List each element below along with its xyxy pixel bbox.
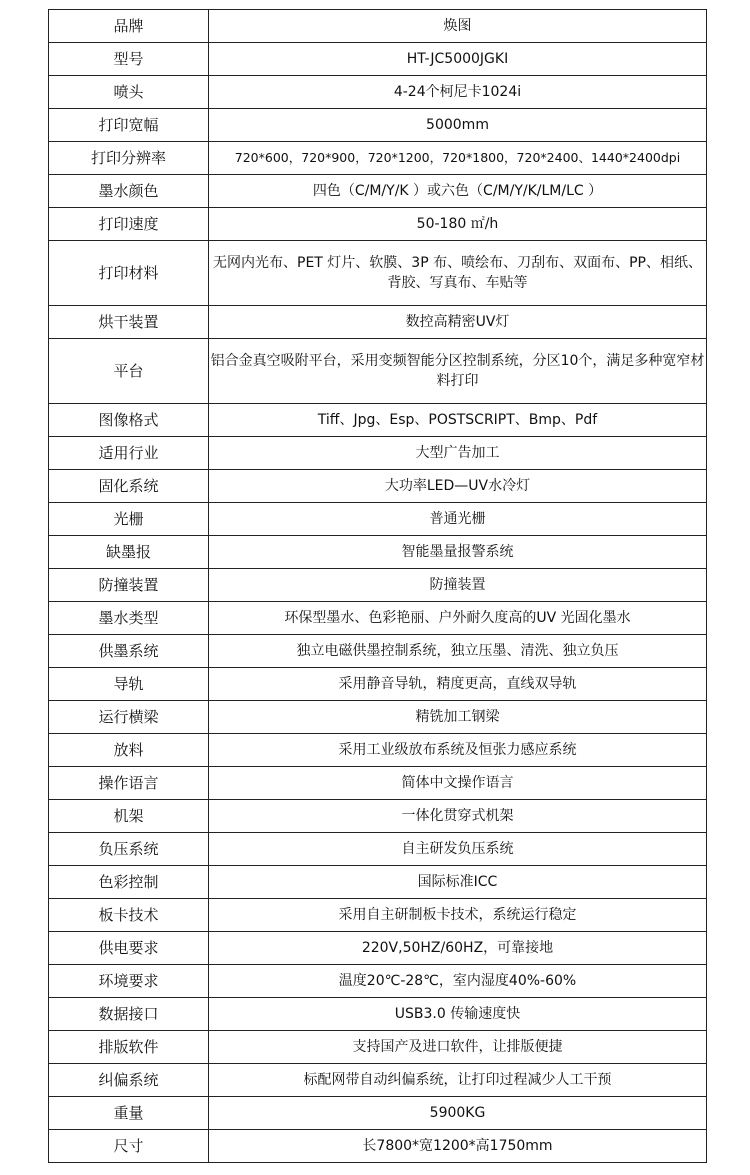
spec-value: 4-24个柯尼卡1024i — [209, 76, 707, 109]
spec-value: USB3.0 传输速度快 — [209, 998, 707, 1031]
table-row — [49, 701, 707, 734]
table-row — [49, 437, 707, 470]
spec-label: 色彩控制 — [49, 866, 209, 899]
table-row — [49, 932, 707, 965]
spec-value: 简体中文操作语言 — [209, 767, 707, 800]
table-row — [49, 109, 707, 142]
spec-value: 5900KG — [209, 1097, 707, 1130]
table-row — [49, 1097, 707, 1130]
table-row — [49, 668, 707, 701]
table-row — [49, 734, 707, 767]
spec-value: 焕图 — [209, 10, 707, 43]
spec-label: 机架 — [49, 800, 209, 833]
spec-label: 打印材料 — [49, 241, 209, 306]
table-row — [49, 142, 707, 175]
spec-label: 打印宽幅 — [49, 109, 209, 142]
spec-value: 标配网带自动纠偏系统，让打印过程减少人工干预 — [209, 1064, 707, 1097]
spec-value: Tiff、Jpg、Esp、POSTSCRIPT、Bmp、Pdf — [209, 404, 707, 437]
spec-label: 重量 — [49, 1097, 209, 1130]
spec-label: 墨水类型 — [49, 602, 209, 635]
spec-value: 720*600，720*900，720*1200，720*1800，720*2400、1440*2400dpi — [209, 142, 707, 175]
spec-label: 放料 — [49, 734, 209, 767]
table-row — [49, 866, 707, 899]
spec-label: 适用行业 — [49, 437, 209, 470]
spec-label: 平台 — [49, 339, 209, 404]
spec-label: 排版软件 — [49, 1031, 209, 1064]
table-row — [49, 569, 707, 602]
spec-value: 采用静音导轨，精度更高，直线双导轨 — [209, 668, 707, 701]
spec-value: 四色（C/M/Y/K ）或六色（C/M/Y/K/LM/LC ） — [209, 175, 707, 208]
table-row — [49, 800, 707, 833]
spec-value: 国际标准ICC — [209, 866, 707, 899]
table-row — [49, 833, 707, 866]
table-row — [49, 899, 707, 932]
spec-label: 缺墨报 — [49, 536, 209, 569]
spec-value: HT-JC5000JGKI — [209, 43, 707, 76]
spec-label: 尺寸 — [49, 1130, 209, 1163]
spec-value: 普通光栅 — [209, 503, 707, 536]
spec-label: 运行横梁 — [49, 701, 209, 734]
table-row — [49, 10, 707, 43]
spec-value: 独立电磁供墨控制系统，独立压墨、清洗、独立负压 — [209, 635, 707, 668]
table-row — [49, 175, 707, 208]
spec-value: 5000mm — [209, 109, 707, 142]
spec-value: 自主研发负压系统 — [209, 833, 707, 866]
spec-label: 喷头 — [49, 76, 209, 109]
table-row — [49, 306, 707, 339]
spec-table — [48, 9, 707, 1163]
spec-label: 供电要求 — [49, 932, 209, 965]
spec-value: 智能墨量报警系统 — [209, 536, 707, 569]
spec-value: 无网内光布、PET 灯片、软膜、3P 布、喷绘布、刀刮布、双面布、PP、相纸、背胶、写真布、车贴等 — [209, 241, 707, 306]
table-row — [49, 76, 707, 109]
table-row — [49, 602, 707, 635]
spec-value: 数控高精密UV灯 — [209, 306, 707, 339]
spec-label: 板卡技术 — [49, 899, 209, 932]
table-row — [49, 404, 707, 437]
spec-value: 防撞装置 — [209, 569, 707, 602]
table-row — [49, 241, 707, 306]
spec-label: 品牌 — [49, 10, 209, 43]
spec-label: 打印速度 — [49, 208, 209, 241]
spec-value: 大型广告加工 — [209, 437, 707, 470]
spec-label: 供墨系统 — [49, 635, 209, 668]
spec-value: 铝合金真空吸附平台，采用变频智能分区控制系统，分区10个，满足多种宽窄材料打印 — [209, 339, 707, 404]
spec-label: 型号 — [49, 43, 209, 76]
spec-value: 220V,50HZ/60HZ，可靠接地 — [209, 932, 707, 965]
spec-label: 纠偏系统 — [49, 1064, 209, 1097]
spec-value: 采用自主研制板卡技术，系统运行稳定 — [209, 899, 707, 932]
table-row — [49, 536, 707, 569]
spec-value: 环保型墨水、色彩艳丽、户外耐久度高的UV 光固化墨水 — [209, 602, 707, 635]
spec-value: 长7800*宽1200*高1750mm — [209, 1130, 707, 1163]
table-row — [49, 1031, 707, 1064]
table-row — [49, 503, 707, 536]
spec-label: 数据接口 — [49, 998, 209, 1031]
spec-label: 墨水颜色 — [49, 175, 209, 208]
spec-label: 防撞装置 — [49, 569, 209, 602]
table-row — [49, 339, 707, 404]
table-row — [49, 1130, 707, 1163]
table-row — [49, 43, 707, 76]
spec-value: 支持国产及进口软件，让排版便捷 — [209, 1031, 707, 1064]
spec-label: 打印分辨率 — [49, 142, 209, 175]
spec-value: 一体化贯穿式机架 — [209, 800, 707, 833]
spec-value: 采用工业级放布系统及恒张力感应系统 — [209, 734, 707, 767]
table-row — [49, 208, 707, 241]
spec-label: 图像格式 — [49, 404, 209, 437]
table-row — [49, 965, 707, 998]
spec-label: 负压系统 — [49, 833, 209, 866]
table-row — [49, 998, 707, 1031]
spec-value: 温度20℃-28℃，室内湿度40%-60% — [209, 965, 707, 998]
table-row — [49, 1064, 707, 1097]
spec-label: 导轨 — [49, 668, 209, 701]
spec-value: 精铣加工钢梁 — [209, 701, 707, 734]
spec-value: 大功率LED—UV水冷灯 — [209, 470, 707, 503]
spec-label: 烘干装置 — [49, 306, 209, 339]
table-row — [49, 635, 707, 668]
spec-label: 光栅 — [49, 503, 209, 536]
spec-label: 操作语言 — [49, 767, 209, 800]
spec-label: 固化系统 — [49, 470, 209, 503]
spec-value: 50-180 ㎡/h — [209, 208, 707, 241]
table-row — [49, 470, 707, 503]
spec-label: 环境要求 — [49, 965, 209, 998]
table-row — [49, 767, 707, 800]
